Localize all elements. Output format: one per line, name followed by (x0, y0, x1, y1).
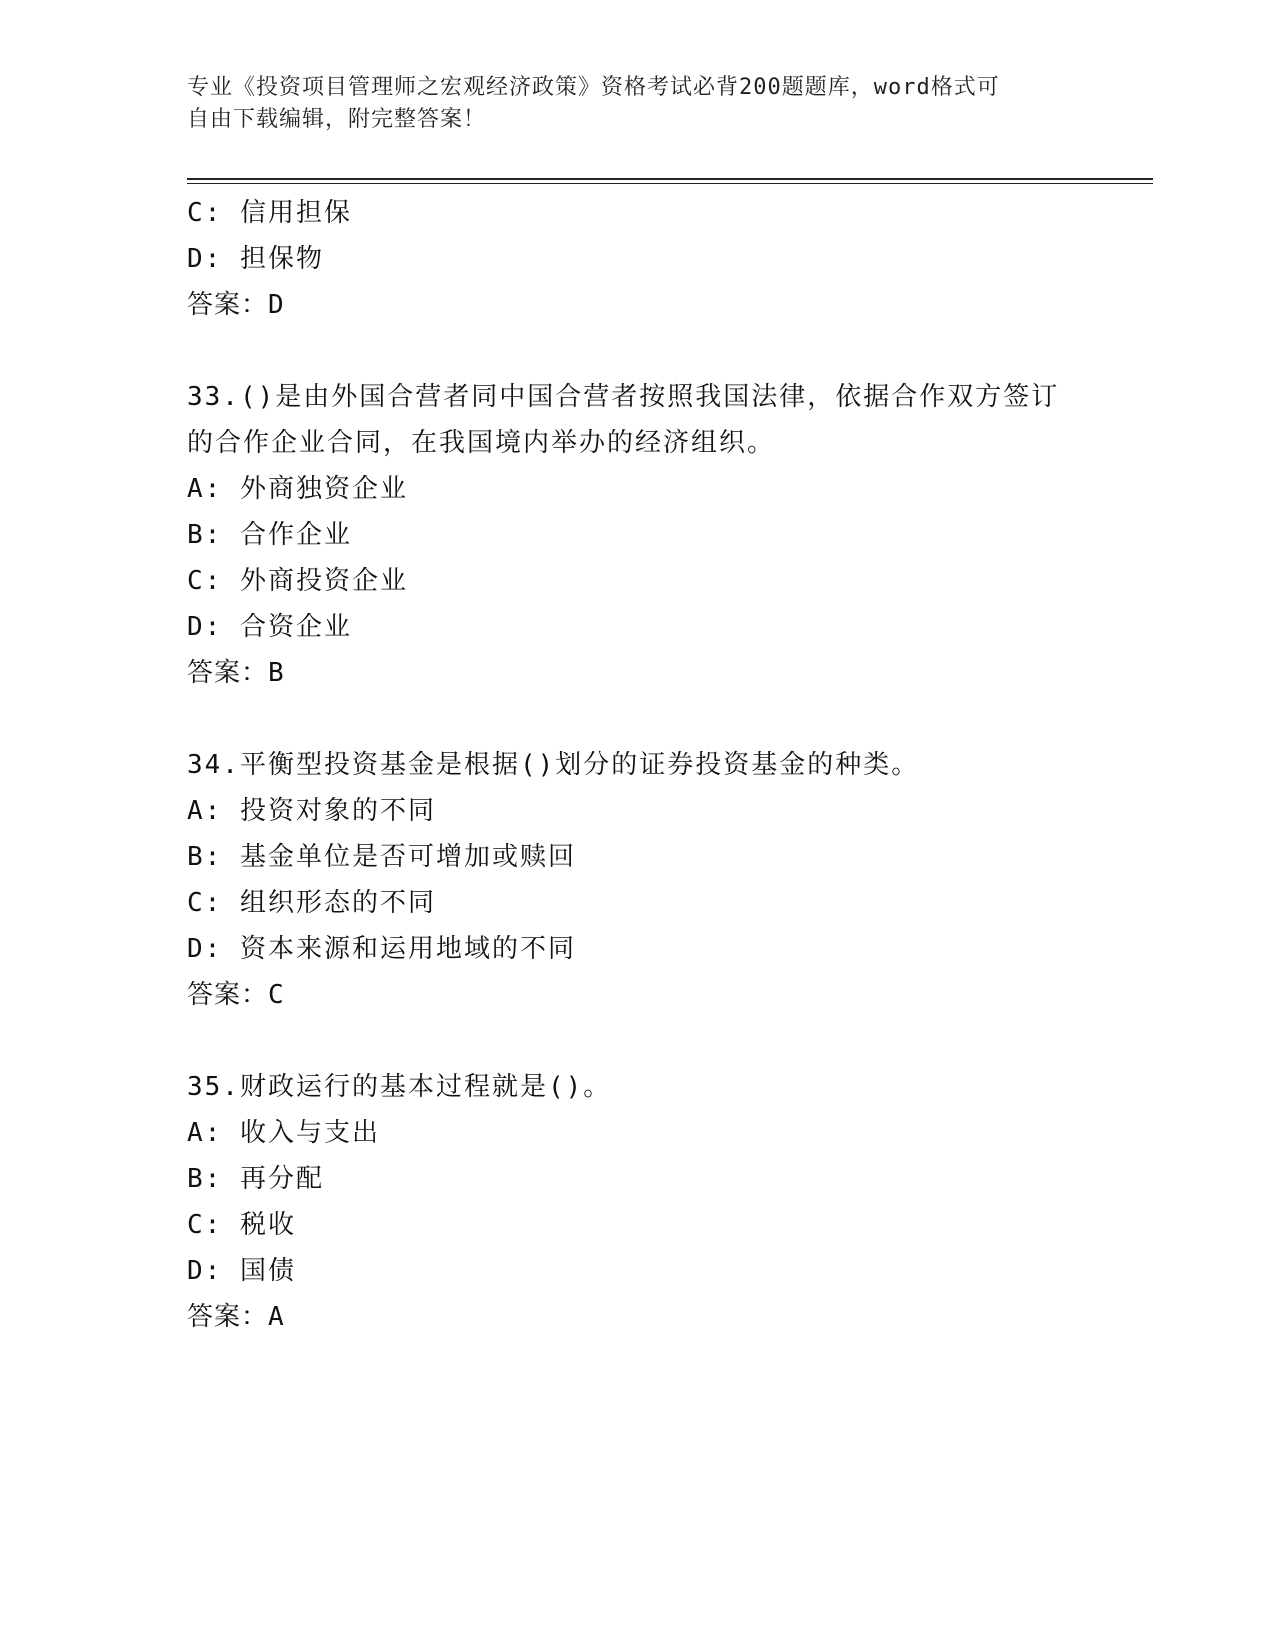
option-a (187, 466, 1087, 512)
option-c (187, 1202, 1087, 1248)
question-block-34 (187, 742, 1087, 1018)
option-label: B: (187, 520, 223, 550)
spacer (187, 1018, 1087, 1064)
answer-line: 答案：A (187, 1302, 285, 1332)
option-a (187, 788, 1087, 834)
option-text: 税收 (239, 1210, 296, 1240)
option-text: 外商独资企业 (239, 474, 408, 504)
option-b (187, 834, 1087, 880)
option-label: A: (187, 796, 223, 826)
option-text: 国债 (239, 1256, 296, 1286)
answer-line: 答案：D (187, 290, 285, 320)
header-line-1: 专业《投资项目管理师之宏观经济政策》资格考试必背200题题库，word格式可 (187, 75, 1000, 100)
option-label: B: (187, 842, 223, 872)
option-text: 合资企业 (239, 612, 352, 642)
option-label: D: (187, 934, 223, 964)
question-block-33 (187, 374, 1087, 696)
question-stem: 34.平衡型投资基金是根据()划分的证券投资基金的种类。 (187, 750, 920, 780)
question-list (187, 190, 1087, 1340)
option-label: D: (187, 244, 223, 274)
option-text: 外商投资企业 (239, 566, 408, 596)
option-d (187, 926, 1087, 972)
option-text: 投资对象的不同 (239, 796, 436, 826)
question-block-35 (187, 1064, 1087, 1340)
option-c (187, 190, 1087, 236)
spacer (187, 328, 1087, 374)
option-label: D: (187, 1256, 223, 1286)
header-divider (187, 178, 1153, 180)
option-d (187, 236, 1087, 282)
option-text: 担保物 (239, 244, 324, 274)
option-d (187, 1248, 1087, 1294)
option-text: 合作企业 (239, 520, 352, 550)
option-text: 资本来源和运用地域的不同 (239, 934, 576, 964)
option-d (187, 604, 1087, 650)
option-a (187, 1110, 1087, 1156)
option-c (187, 558, 1087, 604)
header-divider-thin (187, 183, 1153, 184)
question-stem: 33.()是由外国合营者同中国合营者按照我国法律，依据合作双方签订 (187, 382, 1060, 412)
option-label: C: (187, 198, 223, 228)
option-label: C: (187, 566, 223, 596)
option-label: C: (187, 888, 223, 918)
option-b (187, 512, 1087, 558)
option-label: A: (187, 1118, 223, 1148)
question-block-32 (187, 190, 1087, 328)
option-text: 收入与支出 (239, 1118, 380, 1148)
header-line-2: 自由下载编辑，附完整答案！ (187, 107, 487, 132)
option-c (187, 880, 1087, 926)
option-label: C: (187, 1210, 223, 1240)
option-label: B: (187, 1164, 223, 1194)
option-label: A: (187, 474, 223, 504)
option-label: D: (187, 612, 223, 642)
option-text: 基金单位是否可增加或赎回 (239, 842, 576, 872)
question-stem: 35.财政运行的基本过程就是()。 (187, 1072, 612, 1102)
option-text: 信用担保 (239, 198, 352, 228)
spacer (187, 696, 1087, 742)
option-text: 组织形态的不同 (239, 888, 436, 918)
answer-line: 答案：C (187, 980, 285, 1010)
option-text: 再分配 (239, 1164, 324, 1194)
answer-line: 答案：B (187, 658, 285, 688)
question-stem-cont: 的合作企业合同，在我国境内举办的经济组织。 (187, 428, 776, 458)
option-b (187, 1156, 1087, 1202)
document-header (187, 72, 1087, 136)
